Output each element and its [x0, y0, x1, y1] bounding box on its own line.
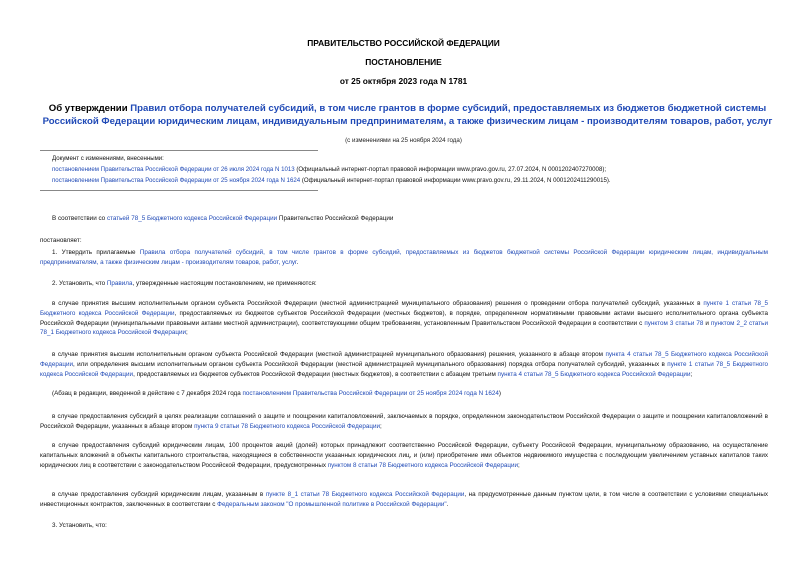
header-government: ПРАВИТЕЛЬСТВО РОССИЙСКОЙ ФЕДЕРАЦИИ — [307, 38, 500, 48]
header-kind: ПОСТАНОВЛЕНИЕ — [365, 57, 442, 67]
link-rules-short[interactable]: Правила — [106, 280, 133, 287]
text: и — [703, 319, 711, 327]
text: ) — [498, 390, 501, 397]
link[interactable]: пункте 1 статьи 78_5 Бюджетного кодекса Российской Федерации — [40, 360, 768, 378]
paragraph-3: 3. Установить, что: — [52, 522, 107, 529]
header-date: от 25 октября 2023 года N 1781 — [339, 76, 468, 86]
amendments-intro: Документ с изменениями, внесенными: — [52, 155, 164, 162]
amendment-rest-2: (Официальный интернет-портал правовой информации www.pravo.gov.ru, 29.11.2024, N 0001202411290015). — [300, 177, 611, 184]
text: 1. Утвердить прилагаемые — [52, 249, 140, 256]
link[interactable]: пункте 1 статьи 78_5 Бюджетного кодекса Российской Федерации — [40, 300, 768, 317]
text: ; — [379, 422, 382, 430]
text: , или определения высшим исполнительным органом субъекта Российской Федерации (местной администрацией муниципального образования) порядка отбора получателей субсидий, указанных в — [72, 360, 668, 368]
link[interactable]: постановлением Правительства Российской Федерации от 25 ноября 2024 года N 1624 — [242, 390, 499, 397]
paragraph-1 — [40, 248, 768, 268]
link[interactable]: пункте 8_1 статьи 78 Бюджетного кодекса Российской Федерации — [265, 491, 465, 498]
link[interactable]: пункта 9 статьи 78 Бюджетного кодекса Российской Федерации — [194, 422, 380, 430]
title-prefix: Об утверждении — [48, 103, 131, 114]
paragraph-2-item-1 — [40, 299, 768, 338]
paragraph-preamble — [40, 214, 768, 224]
paragraph-2-item-5 — [40, 490, 768, 510]
link[interactable]: пунктом 3 статьи 78 — [644, 319, 704, 327]
text: ; — [186, 329, 188, 337]
amendment-link-2[interactable]: постановлением Правительства Российской Федерации от 25 ноября 2024 года N 1624 — [52, 177, 301, 184]
text: , предоставляемых из бюджетов субъектов Российской Федерации (местных бюджетов), в порядке, определенном нормативными правовыми актами высшего исполнительного органа субъекта Российской Федерации (муниципальными правовыми актами местной администрации), соответствующими общим требованиям, установленным Правительством Российской Федерации в соответствии с — [40, 309, 769, 327]
text: Правительство Российской Федерации — [277, 215, 394, 222]
paragraph-2-item-4 — [40, 441, 768, 470]
link-article-78-5[interactable]: статьей 78_5 Бюджетного кодекса Российской Федерации — [106, 215, 278, 222]
link[interactable]: пункта 4 статьи 78_5 Бюджетного кодекса Российской Федерации — [40, 351, 768, 368]
amendment-item — [52, 176, 611, 186]
paragraph-2-item-3 — [40, 412, 768, 432]
text: , утвержденные настоящим постановлением, не применяются: — [132, 280, 317, 287]
amendments-bottom-divider — [40, 190, 318, 191]
text: в случае принятия высшим исполнительным органом субъекта Российской Федерации (местной администрацией муниципального образования) решения, указанного в абзаце втором — [52, 351, 606, 358]
text: в случае предоставления субсидий юридическим лицам, указанным в — [52, 491, 266, 498]
link[interactable]: пункта 4 статьи 78_5 Бюджетного кодекса Российской Федерации — [497, 370, 691, 378]
paragraph-2 — [40, 279, 768, 289]
text: . — [296, 258, 299, 266]
text: , предоставляемых из бюджетов субъектов Российской Федерации (местных бюджетов), в соответствии с абзацем третьим — [133, 370, 498, 378]
amendment-link-1[interactable]: постановлением Правительства Российской Федерации от 26 июля 2024 года N 1013 — [52, 166, 295, 173]
text: в случае принятия высшим исполнительным органом субъекта Российской Федерации (местной администрацией муниципального образования) решения о проведении отбора получателей субсидий, указанных в — [52, 300, 704, 307]
document-title — [40, 102, 775, 128]
text: ; — [690, 370, 693, 378]
title-link[interactable]: Правил отбора получателей субсидий, в том числе грантов в форме субсидий, предоставляемых из бюджетов бюджетной системы Российской Федерации юридическим лицам, индивидуальным предпринимателям, а также физическим лицам - производителям товаров, работ, услуг — [42, 103, 773, 127]
text: в случае предоставления субсидий в целях реализации соглашений о защите и поощрении капиталовложений, заключаемых в порядке, определенном законодательством Российской Федерации о защите и поощрении капиталовложений в Российской Федерации, указанных в абзаце втором — [40, 413, 768, 430]
amendments-top-divider — [40, 150, 318, 151]
link[interactable]: пунктом 8 статьи 78 Бюджетного кодекса Российской Федерации — [327, 461, 518, 469]
paragraph-decree: постановляет: — [40, 237, 82, 244]
amendment-rest-1: (Официальный интернет-портал правовой информации www.pravo.gov.ru, 27.07.2024, N 0001202407270008); — [294, 166, 607, 173]
paragraph-2-item-2-note — [40, 389, 768, 399]
text: , на предусмотренные данным пунктом цели, в том числе в соответствии с условиями специальных инвестиционных контрактов, заключенных в соответствии с — [40, 491, 768, 508]
amendment-item — [52, 165, 606, 175]
text: 2. Установить, что — [52, 280, 107, 287]
text: В соответствии со — [52, 215, 107, 222]
paragraph-2-item-2 — [40, 350, 768, 379]
link-rules[interactable]: Правила отбора получателей субсидий, в том числе грантов в форме субсидий, предоставляемых из бюджетов бюджетной системы Российской Федерации юридическим лицам, индивидуальным предпринимателям, а также физическим лицам - производителям товаров, работ, услуг — [40, 249, 769, 266]
text: . — [446, 500, 449, 508]
link[interactable]: Федеральным законом "О промышленной политике в Российской Федерации" — [217, 500, 447, 508]
text: (Абзац в редакции, введенной в действие с 7 декабря 2024 года — [52, 390, 243, 397]
changes-note: (с изменениями на 25 ноября 2024 года) — [345, 137, 462, 144]
text: в случае предоставления субсидий юридическим лицам, 100 процентов акций (долей) которых принадлежит соответственно Российской Федерации, субъекту Российской Федерации, муниципальному образованию, на осуществление капитальных вложений в объекты капитального строительства, находящиеся в собственности указанных юридических лиц, и (или) приобретение ими объектов недвижимого имущества с последующим увеличением уставных капиталов таких юридических лиц в соответствии с законодательством Российской Федерации, предусмотренных — [40, 442, 768, 469]
text: ; — [518, 461, 520, 469]
link[interactable]: пунктом 2_2 статьи 78_1 Бюджетного кодекса Российской Федерации — [40, 319, 768, 337]
